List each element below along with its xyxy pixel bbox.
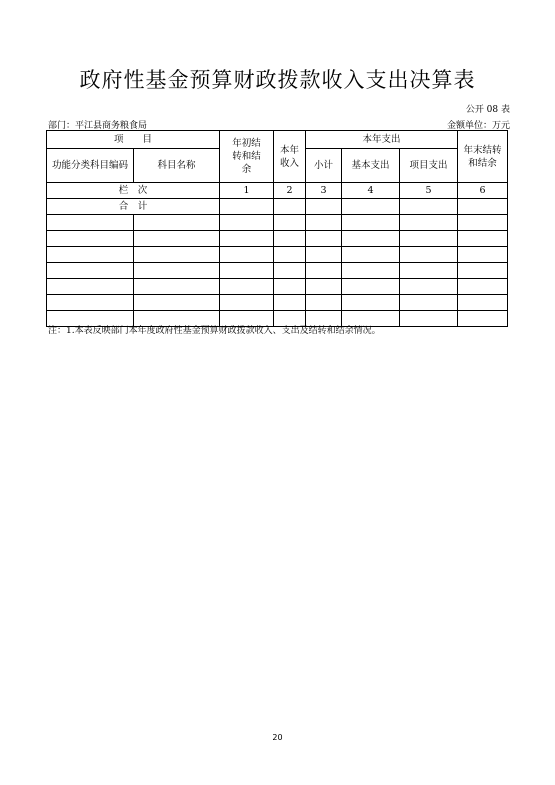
header-expense: 本年支出 [306, 131, 458, 149]
header-subtotal: 小计 [306, 149, 342, 183]
table-cell [458, 199, 508, 215]
table-cell [458, 231, 508, 247]
table-cell [274, 199, 306, 215]
amount-unit-label: 金额单位：万元 [446, 121, 510, 131]
table-cell [306, 199, 342, 215]
table-cell [458, 311, 508, 327]
table-cell [306, 263, 342, 279]
table-cell [47, 295, 134, 311]
table-cell [400, 231, 458, 247]
header-func-code: 功能分类科目编码 [47, 149, 134, 183]
table-cell [342, 215, 400, 231]
column-number-row [47, 183, 508, 199]
table-cell [458, 215, 508, 231]
table-row [47, 279, 508, 295]
column-number-6: 6 [458, 183, 508, 199]
table-cell [274, 295, 306, 311]
table-cell [47, 215, 134, 231]
table-cell [47, 263, 134, 279]
column-number-1: 1 [220, 183, 274, 199]
footnote: 注：1.本表反映部门本年度政府性基金预算财政拨款收入、支出及结转和结余情况。 [48, 326, 381, 336]
table-cell [134, 215, 220, 231]
column-number-3: 3 [306, 183, 342, 199]
table-cell [220, 279, 274, 295]
row-column-label: 栏 次 [47, 183, 220, 199]
table-cell [458, 247, 508, 263]
table-cell [458, 279, 508, 295]
table-cell [400, 279, 458, 295]
table-row [47, 215, 508, 231]
table-cell [342, 263, 400, 279]
table-cell [306, 279, 342, 295]
table-cell [306, 231, 342, 247]
table-cell [220, 263, 274, 279]
table-cell [400, 295, 458, 311]
column-number-2: 2 [274, 183, 306, 199]
column-number-5: 5 [400, 183, 458, 199]
table-cell [274, 231, 306, 247]
page-title: 政府性基金预算财政拨款收入支出决算表 [79, 68, 476, 92]
table-cell [458, 295, 508, 311]
row-total-label: 合 计 [47, 199, 220, 215]
table-row [47, 263, 508, 279]
header-basic-expense: 基本支出 [342, 149, 400, 183]
table-cell [220, 199, 274, 215]
table-cell [400, 247, 458, 263]
table-cell [400, 311, 458, 327]
table-cell [47, 279, 134, 295]
header-project-expense: 项目支出 [400, 149, 458, 183]
table-cell [134, 279, 220, 295]
table-row [47, 247, 508, 263]
header-income: 本年收入 [274, 131, 306, 183]
table-cell [134, 263, 220, 279]
header-end-balance: 年末结转和结余 [458, 131, 508, 183]
table-cell [134, 231, 220, 247]
table-cell [134, 247, 220, 263]
table-cell [342, 279, 400, 295]
department-label: 部门：平江县商务粮食局 [48, 121, 148, 131]
page-number: 20 [272, 733, 283, 742]
header-row-1 [47, 131, 508, 149]
table-cell [342, 199, 400, 215]
table-cell [400, 263, 458, 279]
table-row [47, 295, 508, 311]
table-cell [342, 231, 400, 247]
table-cell [342, 247, 400, 263]
header-begin-balance: 年初结转和结余 [220, 131, 274, 183]
table-cell [220, 231, 274, 247]
table-cell [306, 247, 342, 263]
table-cell [342, 295, 400, 311]
header-subject-name: 科目名称 [134, 149, 220, 183]
table-cell [400, 199, 458, 215]
total-row [47, 199, 508, 215]
table-cell [220, 215, 274, 231]
header-project: 项 目 [47, 131, 220, 149]
table-cell [274, 247, 306, 263]
table-cell [274, 263, 306, 279]
column-number-4: 4 [342, 183, 400, 199]
table-cell [274, 215, 306, 231]
table-row [47, 231, 508, 247]
table-cell [400, 215, 458, 231]
table-cell [306, 215, 342, 231]
table-cell [134, 295, 220, 311]
table-cell [274, 279, 306, 295]
table-cell [458, 263, 508, 279]
table-cell [220, 295, 274, 311]
table-cell [220, 247, 274, 263]
form-number: 公开 08 表 [465, 105, 510, 115]
budget-table [46, 130, 508, 327]
table-cell [47, 231, 134, 247]
table-cell [47, 247, 134, 263]
table-cell [306, 295, 342, 311]
